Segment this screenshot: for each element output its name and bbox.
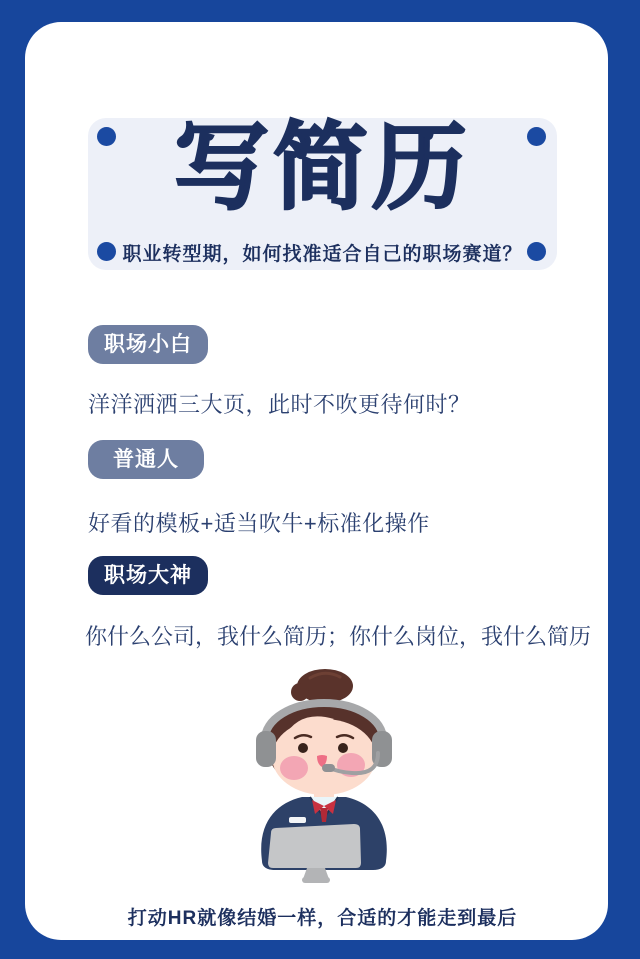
section-text-newbie: 洋洋洒洒三大页，此时不吹更待何时？: [88, 392, 471, 417]
laptop-screen: [268, 824, 361, 868]
headset-earcup-left: [256, 731, 276, 767]
section-label-master: 职场大神: [88, 556, 208, 595]
page-subtitle: 职业转型期，如何找准适合自己的职场赛道？: [122, 244, 523, 265]
page-title: 写简历: [173, 115, 471, 221]
eye-left: [298, 743, 308, 753]
cheek-left: [280, 756, 308, 780]
eye-right: [338, 743, 348, 753]
footer-caption: 打动HR就像结婚一样，合适的才能走到最后: [127, 908, 518, 929]
section-text-master: 你什么公司，我什么简历；你什么岗位，我什么简历: [85, 624, 592, 649]
section-label-ordinary: 普通人: [88, 440, 204, 479]
section-text-ordinary: 好看的模板+适当吹牛+标准化操作: [88, 511, 430, 536]
customer-service-woman-illustration: [240, 655, 410, 905]
headset-mic-icon: [322, 764, 335, 772]
section-label-newbie: 职场小白: [88, 325, 208, 364]
